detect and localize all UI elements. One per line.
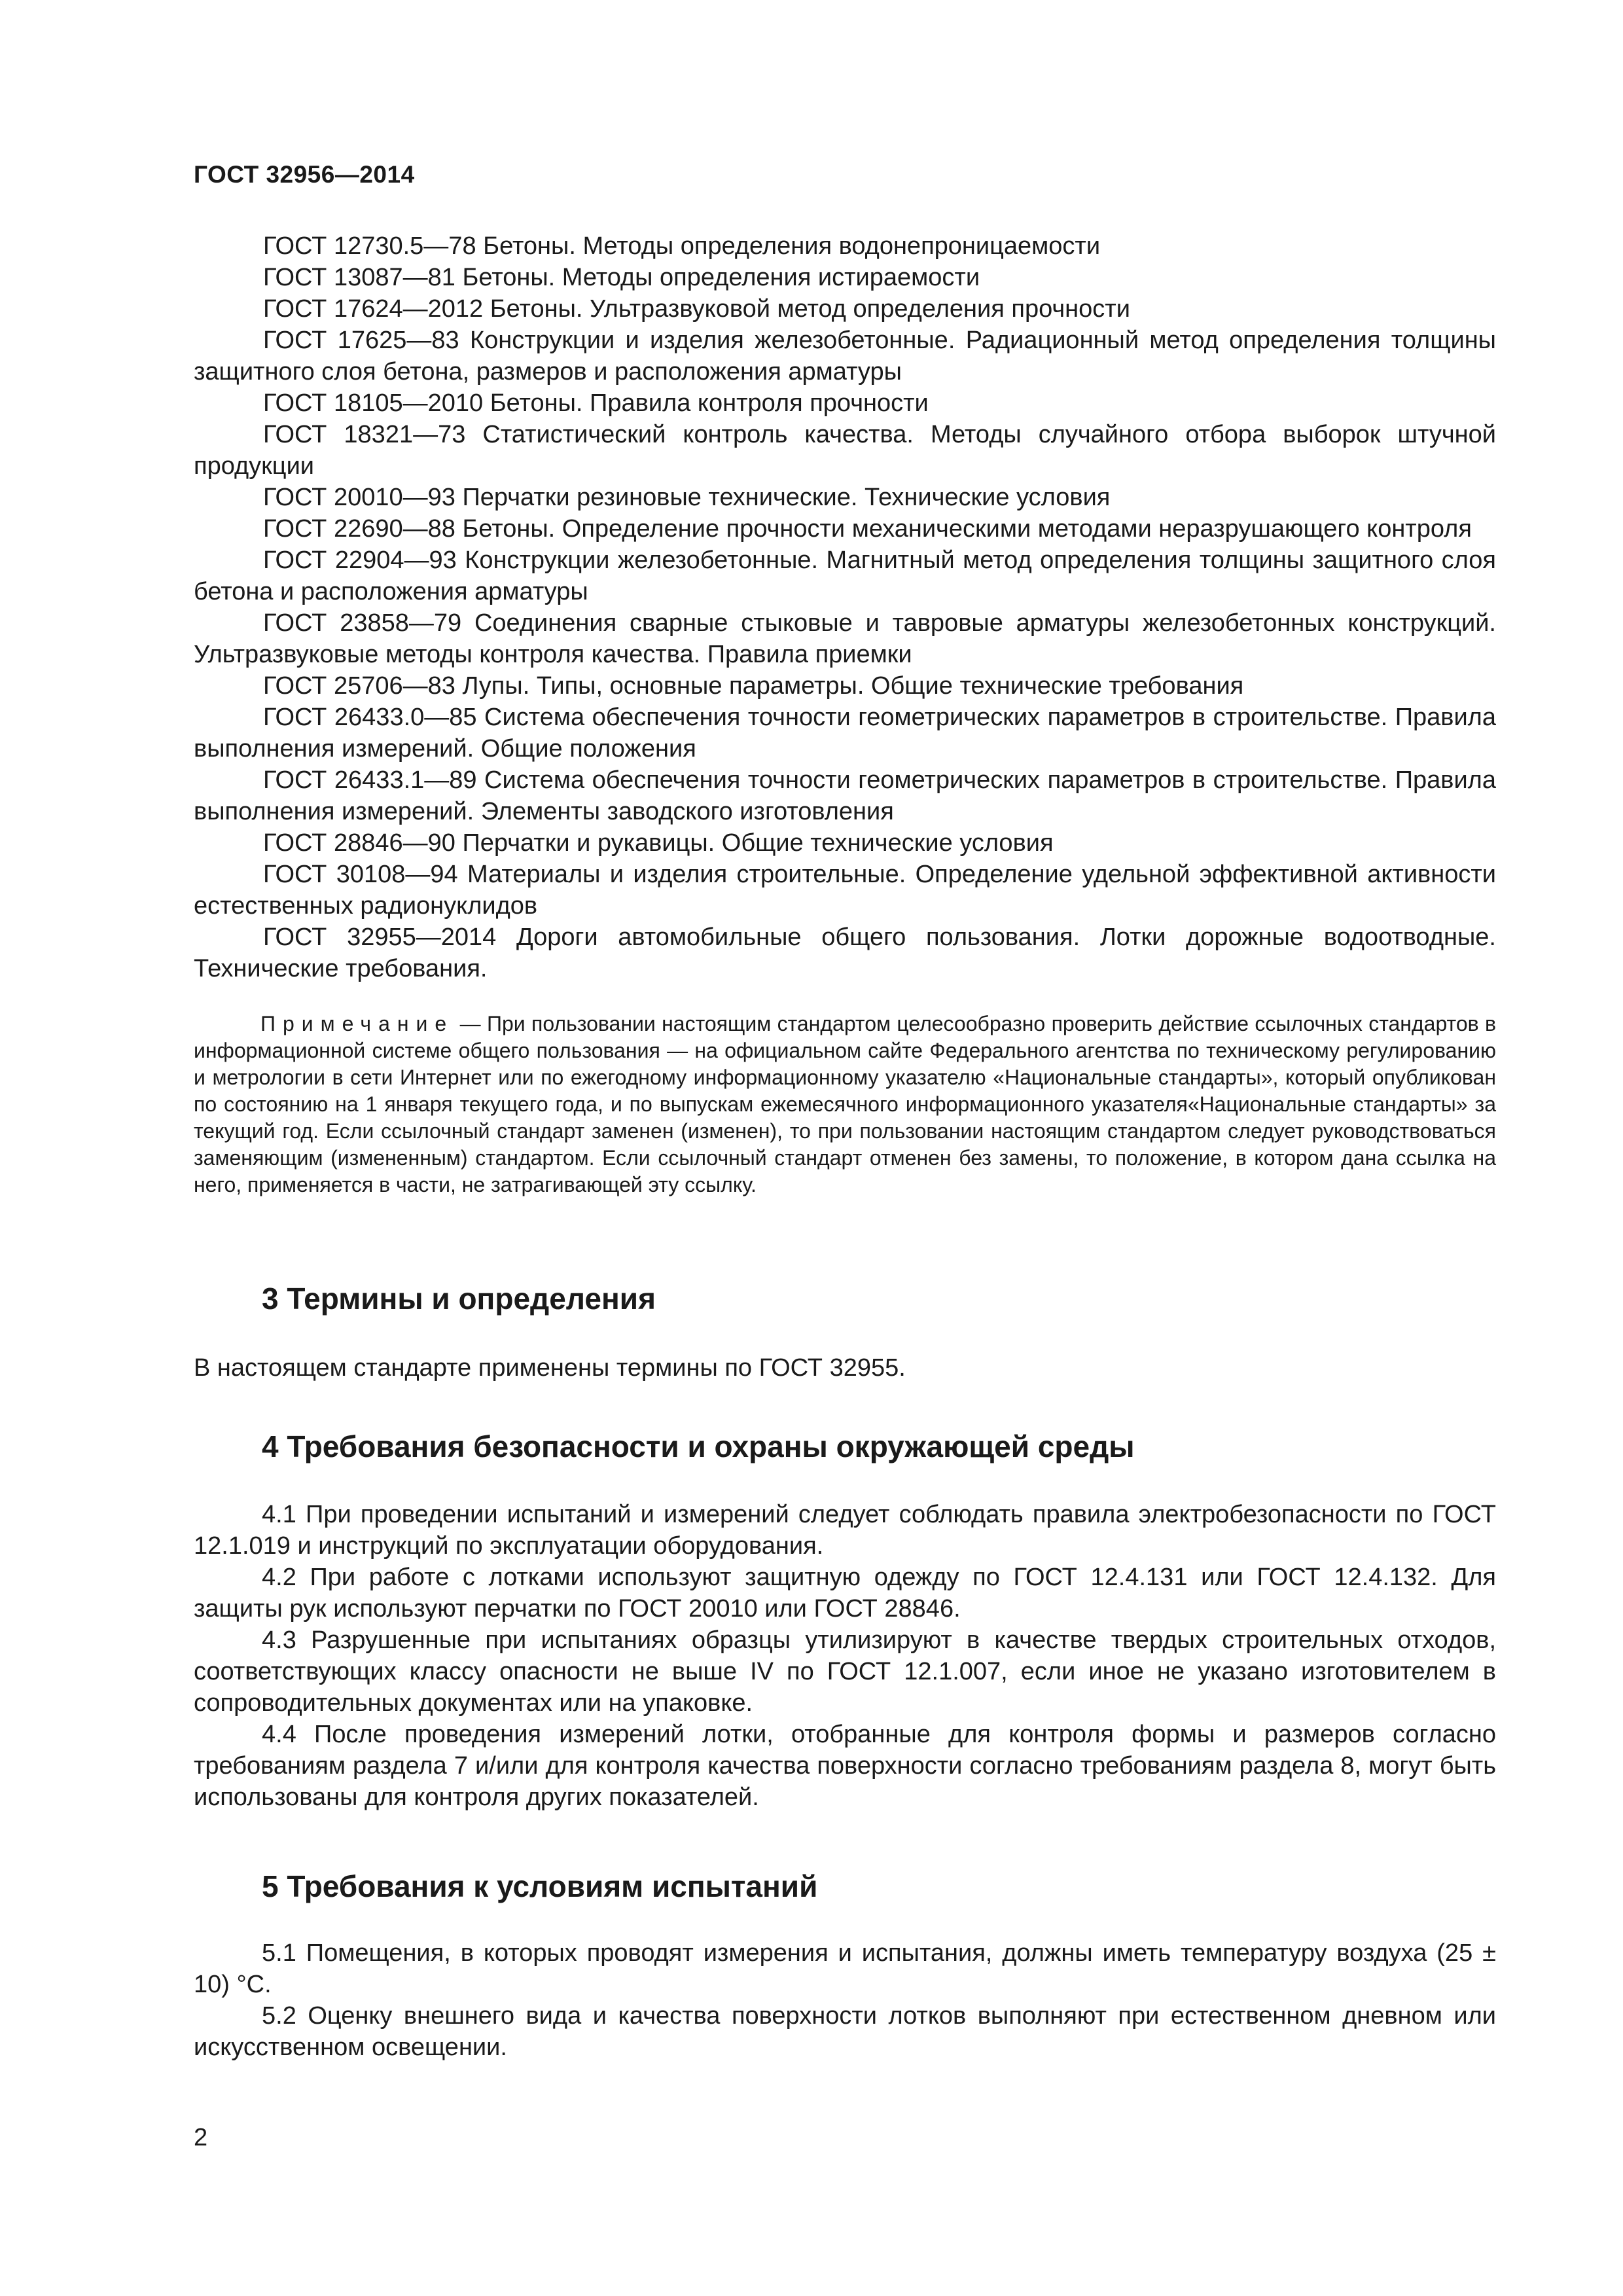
note-text: — При пользовании настоящим стандартом целесообразно проверить действие ссылочных стандартов в информационной системе общего пользования — на официальном сайте Федерального агентства по техническому регулированию и метрологии в сети Интернет или по ежегодному информационному указателю «Национальные стандарты», который опубликован по состоянию на 1 января текущего года, и по выпускам ежемесячного информационного указателя«Национальные стандарты» за текущий год. Если ссылочный стандарт заменен (изменен), то при пользовании настоящим стандартом следует руководствоваться заменяющим (измененным) стандартом. Если ссылочный стандарт отменен без замены, то положение, в котором дана ссылка на него, применяется в части, не затрагивающей эту ссылку. — [194, 1012, 1497, 1196]
reference-item: ГОСТ 26433.0—85 Система обеспечения точности геометрических параметров в строительстве. Правила выполнения измерений. Общие положения — [194, 704, 1496, 762]
section-5-body — [194, 1937, 1496, 2063]
reference-item: ГОСТ 22690—88 Бетоны. Определение прочности механическими методами неразрушающего контроля — [263, 515, 1472, 543]
section-3-text: В настоящем стандарте применены термины по ГОСТ 32955. — [194, 1354, 906, 1382]
section-4-body — [194, 1499, 1496, 1813]
document-header: ГОСТ 32956—2014 — [194, 161, 415, 188]
reference-item: ГОСТ 17625—83 Конструкции и изделия железобетонные. Радиационный метод определения толщины защитного слоя бетона, размеров и расположения арматуры — [194, 327, 1496, 386]
reference-item: ГОСТ 20010—93 Перчатки резиновые технические. Технические условия — [263, 484, 1111, 511]
section-3-title: 3 Термины и определения — [262, 1282, 656, 1316]
section-4-title: 4 Требования безопасности и охраны окружающей среды — [262, 1429, 1135, 1463]
normative-references-list — [194, 230, 1496, 984]
page-number: 2 — [194, 2124, 208, 2151]
reference-item: ГОСТ 23858—79 Соединения сварные стыковые и тавровые арматуры железобетонных конструкций. Ультразвуковые методы контроля качества. Правила приемки — [194, 609, 1496, 668]
paragraph-4-2: 4.2 При работе с лотками используют защитную одежду по ГОСТ 12.4.131 или ГОСТ 12.4.132. Для защиты рук используют перчатки по ГОСТ 20010 или ГОСТ 28846. — [194, 1564, 1496, 1623]
reference-item: ГОСТ 25706—83 Лупы. Типы, основные параметры. Общие технические требования — [263, 672, 1244, 700]
reference-item: ГОСТ 30108—94 Материалы и изделия строительные. Определение удельной эффективной активности естественных радионуклидов — [194, 861, 1496, 920]
reference-item: ГОСТ 28846—90 Перчатки и рукавицы. Общие технические условия — [263, 829, 1054, 857]
reference-item: ГОСТ 12730.5—78 Бетоны. Методы определения водонепроницаемости — [263, 232, 1101, 260]
reference-item: ГОСТ 26433.1—89 Система обеспечения точности геометрических параметров в строительстве. Правила выполнения измерений. Элементы заводского изготовления — [194, 766, 1496, 825]
paragraph-4-1: 4.1 При проведении испытаний и измерений следует соблюдать правила электробезопасности по ГОСТ 12.1.019 и инструкций по эксплуатации оборудования. — [194, 1501, 1496, 1560]
paragraph-5-1: 5.1 Помещения, в которых проводят измерения и испытания, должны иметь температуру воздуха (25 ± 10) °С. — [194, 1939, 1496, 1998]
reference-item: ГОСТ 18105—2010 Бетоны. Правила контроля прочности — [263, 389, 929, 417]
note-label: Примечание — [260, 1012, 454, 1035]
note-block — [194, 1011, 1496, 1198]
section-5-title: 5 Требования к условиям испытаний — [262, 1869, 818, 1903]
reference-item: ГОСТ 18321—73 Статистический контроль качества. Методы случайного отбора выборок штучной продукции — [194, 421, 1496, 480]
paragraph-4-4: 4.4 После проведения измерений лотки, отобранные для контроля формы и размеров согласно требованиям раздела 7 и/или для контроля качества поверхности согласно требованиям раздела 8, могут быть использованы для контроля других показателей. — [194, 1721, 1496, 1811]
paragraph-4-3: 4.3 Разрушенные при испытаниях образцы утилизируют в качестве твердых строительных отходов, соответствующих классу опасности не выше IV по ГОСТ 12.1.007, если иное не указано изготовителем в сопроводительных документах или на упаковке. — [194, 1626, 1496, 1717]
reference-item: ГОСТ 32955—2014 Дороги автомобильные общего пользования. Лотки дорожные водоотводные. Технические требования. — [194, 924, 1496, 982]
reference-item: ГОСТ 17624—2012 Бетоны. Ультразвуковой метод определения прочности — [263, 295, 1130, 323]
paragraph-5-2: 5.2 Оценку внешнего вида и качества поверхности лотков выполняют при естественном дневном или искусственном освещении. — [194, 2002, 1496, 2061]
reference-item: ГОСТ 13087—81 Бетоны. Методы определения истираемости — [263, 264, 980, 291]
reference-item: ГОСТ 22904—93 Конструкции железобетонные. Магнитный метод определения толщины защитного слоя бетона и расположения арматуры — [194, 547, 1496, 605]
